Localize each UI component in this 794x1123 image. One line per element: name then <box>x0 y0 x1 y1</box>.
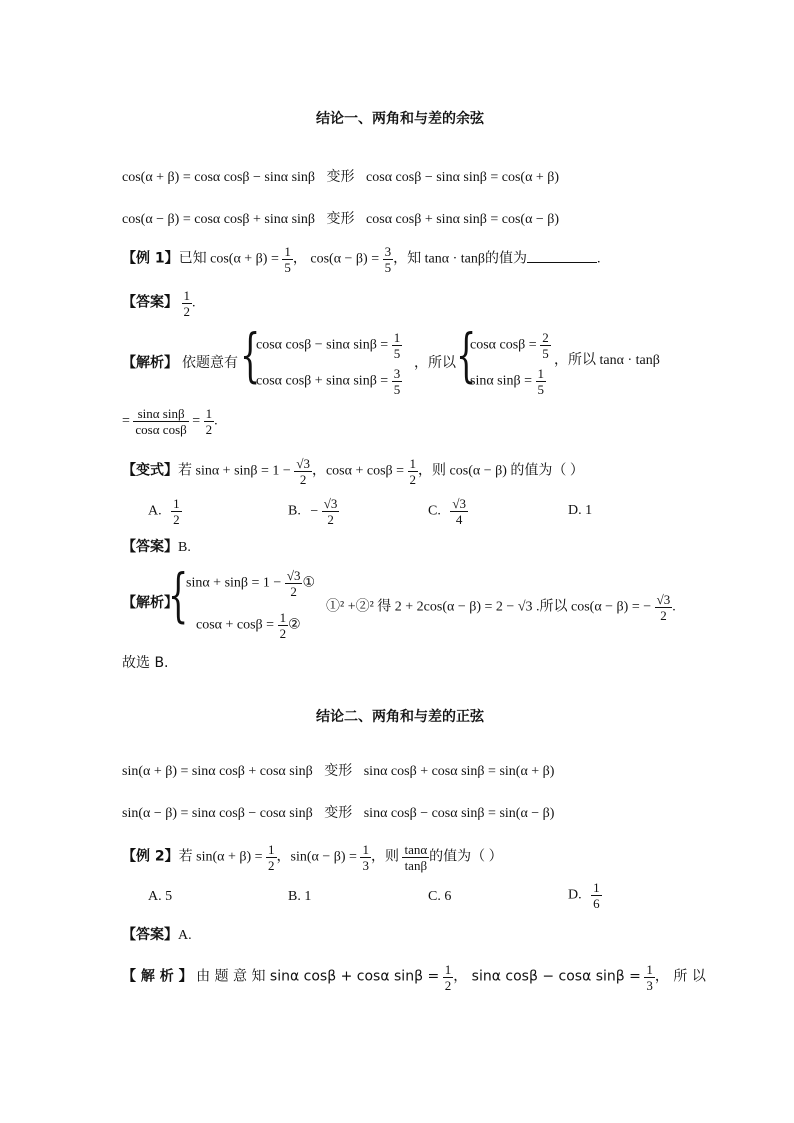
system-row-4: sinα sinβ = $\frac{1}{5}$ <box>470 366 545 397</box>
option-a-2: A. 5 <box>148 889 173 904</box>
option-c: C. $\frac{√3}{4}$ <box>428 496 466 527</box>
section-title-2: 结论二、两角和与差的正弦 <box>316 709 484 725</box>
left-brace: { <box>168 561 189 629</box>
fraction: $\frac{1}{5}$ <box>284 244 291 275</box>
left-brace: { <box>240 321 261 389</box>
system-row-1: cosα cosβ − sinα sinβ = $\frac{1}{5}$ <box>256 330 401 361</box>
formula-line-1: cos(α + β) = cosα cosβ − sinα sinβ 变形 cosα cosβ − sinα sinβ = cos(α + β) <box>122 169 560 185</box>
system-row-3: cosα cosβ = $\frac{2}{5}$ <box>470 330 549 361</box>
left-brace: { <box>456 321 477 389</box>
analysis-tail-1: ，所以 tanα · tanβ <box>554 353 660 368</box>
analysis-mid-1: ，所以 <box>414 355 456 371</box>
option-d: D. 1 <box>568 503 593 518</box>
system-row-2: cosα cosβ + sinα sinβ = $\frac{3}{5}$ <box>256 366 401 397</box>
system-row-6: cosα + cosβ = $\frac{1}{2}$ ② <box>196 610 301 641</box>
option-a: A. $\frac{1}{2}$ <box>148 496 180 527</box>
analysis-label-1: 【解析】 <box>122 355 178 371</box>
formula-line-2: cos(α − β) = cosα cosβ + sinα sinβ 变形 cosα cosβ + sinα sinβ = cos(α − β) <box>122 211 560 227</box>
analysis-3: 【 解 析 】 由 题 意 知 sinα cosβ + cosα sinβ = $\frac{1}{2}$ ， sinα cosβ − cosα sinβ = $\frac{1}{3}$ ， 所 以 <box>122 962 706 993</box>
conclusion-1: 故选 B. <box>122 655 169 671</box>
option-c-2: C. 6 <box>428 889 452 904</box>
analysis-line-2: = $\frac{\text{sinα sinβ}}{\text{cosα cosβ}}$ = $\frac{1}{2}$ . <box>122 406 218 437</box>
answer-1: 【答案】 $\frac{1}{2}$ . <box>122 288 196 319</box>
formula-line-3: sin(α + β) = sinα cosβ + cosα sinβ 变形 sinα cosβ + cosα sinβ = sin(α + β) <box>122 763 555 779</box>
formula-line-4: sin(α − β) = sinα cosβ − cosα sinβ 变形 sinα cosβ − cosα sinβ = sin(α − β) <box>122 805 555 821</box>
variant-question: 【变式】若 sinα + sinβ = 1 − $\frac{√3}{2}$ ，cosα + cosβ = $\frac{1}{2}$ ，则 cos(α − β) 的值为（ ） <box>122 456 584 487</box>
example-1: 【例 1】已知 cos(α + β) = $\frac{1}{5}$ ， cos(α − β) = $\frac{3}{5}$ ，知 tanα · tanβ的值为 . <box>122 244 601 275</box>
option-d-2: D. $\frac{1}{6}$ <box>568 880 600 911</box>
option-b: B. − $\frac{√3}{2}$ <box>288 496 338 527</box>
section-title-1: 结论一、两角和与差的余弦 <box>316 111 484 127</box>
example-2: 【例 2】若 sin(α + β) = $\frac{1}{2}$ ，sin(α − β) = $\frac{1}{3}$ ，则 $\frac{\tan\alpha}{\tan\beta}$ 的值为（ ） <box>122 842 503 873</box>
analysis-label-2: 【解析】 <box>122 595 178 611</box>
option-b-2: B. 1 <box>288 889 312 904</box>
answer-2: 【答案】B. <box>122 539 191 555</box>
fraction: $\frac{3}{5}$ <box>384 244 392 275</box>
answer-blank <box>527 250 597 263</box>
answer-3: 【答案】A. <box>122 927 192 943</box>
fraction: $\frac{1}{2}$ <box>183 288 190 319</box>
analysis-lead-1: 依题意有 <box>182 355 238 371</box>
system-row-5: sinα + sinβ = 1 − $\frac{√3}{2}$ ① <box>186 568 316 599</box>
analysis-result-2: ①² +②² 得 2 + 2cos(α − β) = 2 − √3 .所以 cos(α − β) = − $\frac{√3}{2}$ . <box>326 592 676 623</box>
